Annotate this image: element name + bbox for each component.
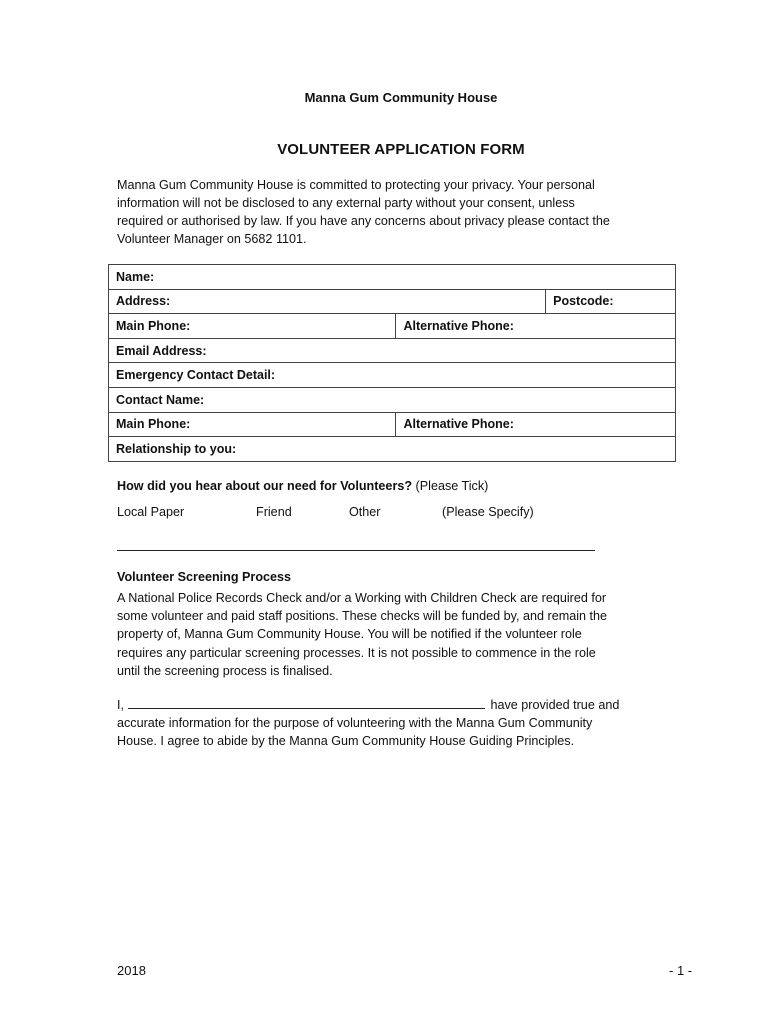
emergency-contact-heading: Emergency Contact Detail: [109, 363, 676, 388]
declaration-prefix: I, [117, 698, 124, 712]
declarant-name-line[interactable] [128, 696, 485, 709]
screening-line: until the screening process is finalised. [117, 663, 333, 678]
declaration-line: House. I agree to abide by the Manna Gum Community House Guiding Principles. [117, 734, 575, 749]
hear-question-text: How did you hear about our need for Volunteers? [117, 479, 413, 493]
contact-name-field[interactable]: Contact Name: [109, 387, 676, 412]
declaration-suffix: have provided true and [490, 698, 620, 712]
organisation-name: Manna Gum Community House [304, 90, 498, 105]
privacy-line: Manna Gum Community House is committed to protecting your privacy. Your personal [117, 178, 595, 192]
table-row [109, 387, 676, 412]
main-phone-field[interactable]: Main Phone: [109, 314, 396, 339]
screening-line: A National Police Records Check and/or a Working with Children Check are required for [117, 591, 607, 605]
hear-about-question [117, 479, 488, 493]
option-please-specify: (Please Specify) [442, 505, 534, 519]
postcode-field[interactable]: Postcode: [546, 289, 676, 314]
screening-line: some volunteer and paid staff positions. These checks will be funded by, and remain the [117, 609, 608, 624]
specify-line[interactable] [117, 550, 595, 551]
declaration-line: accurate information for the purpose of volunteering with the Manna Gum Community [117, 716, 593, 731]
form-title: VOLUNTEER APPLICATION FORM [277, 141, 525, 158]
option-other[interactable]: Other [349, 505, 381, 519]
relationship-field[interactable]: Relationship to you: [109, 437, 676, 462]
footer-year: 2018 [117, 963, 146, 978]
privacy-statement [117, 176, 687, 248]
screening-line: requires any particular screening processes. It is not possible to commence in the role [117, 645, 596, 660]
screening-paragraph [117, 589, 687, 680]
table-row [109, 412, 676, 437]
table-row [109, 265, 676, 290]
table-row [109, 363, 676, 388]
table-row [109, 289, 676, 314]
name-field[interactable]: Name: [109, 265, 676, 290]
table-row [109, 338, 676, 363]
applicant-details-table [108, 264, 676, 462]
address-field[interactable]: Address: [109, 289, 546, 314]
contact-alternative-phone-field[interactable]: Alternative Phone: [396, 412, 676, 437]
alternative-phone-field[interactable]: Alternative Phone: [396, 314, 676, 339]
privacy-line: required or authorised by law. If you have any concerns about privacy please contact the [117, 214, 610, 228]
email-field[interactable]: Email Address: [109, 338, 676, 363]
page-number: - 1 - [669, 963, 693, 978]
privacy-line: Volunteer Manager on 5682 1101. [117, 232, 307, 246]
contact-main-phone-field[interactable]: Main Phone: [109, 412, 396, 437]
table-row [109, 314, 676, 339]
declaration-paragraph [117, 696, 687, 751]
screening-line: property of, Manna Gum Community House. You will be notified if the volunteer role [117, 627, 582, 642]
screening-heading: Volunteer Screening Process [117, 570, 292, 584]
privacy-line: information will not be disclosed to any external party without your consent, unless [117, 196, 575, 210]
option-local-paper[interactable]: Local Paper [117, 505, 185, 519]
option-friend[interactable]: Friend [256, 505, 292, 519]
hear-instruction: (Please Tick) [415, 479, 489, 493]
table-row [109, 437, 676, 462]
